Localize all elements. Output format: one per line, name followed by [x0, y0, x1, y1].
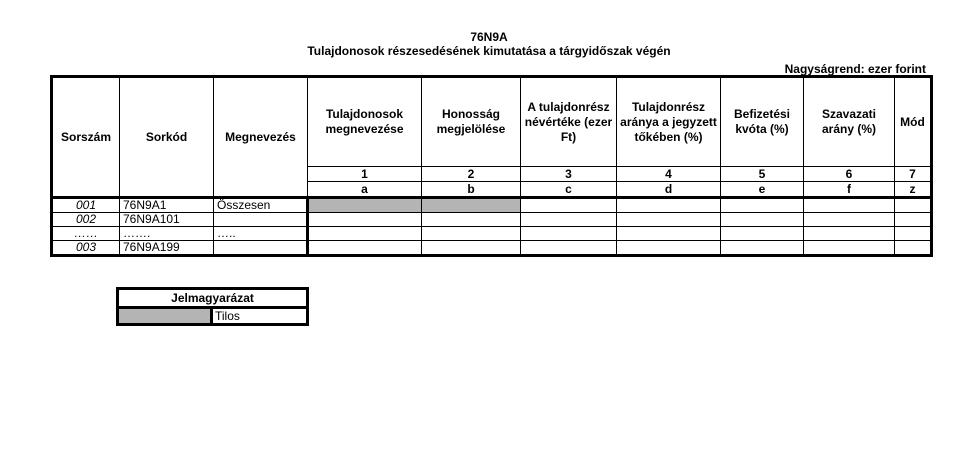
header-col-6: Szavazati arány (%): [804, 77, 895, 167]
row-index: 002: [52, 213, 120, 227]
legend-title: Jelmagyarázat: [118, 289, 308, 308]
table-row: [52, 198, 932, 213]
data-cell[interactable]: [521, 227, 617, 241]
data-cell[interactable]: [422, 213, 521, 227]
table-row: [52, 227, 932, 241]
row-name: Összesen: [214, 198, 308, 213]
data-cell[interactable]: [617, 213, 721, 227]
data-cell[interactable]: [895, 227, 932, 241]
row-code: …….: [120, 227, 214, 241]
data-cell[interactable]: [521, 241, 617, 256]
data-cell[interactable]: [895, 198, 932, 213]
legend-label: Tilos: [212, 308, 308, 325]
header-col-7: Mód: [895, 77, 932, 167]
col-letter-c: c: [521, 182, 617, 198]
form-code: 76N9A: [470, 30, 508, 44]
row-index: ……: [52, 227, 120, 241]
data-cell[interactable]: [521, 213, 617, 227]
data-cell[interactable]: [895, 241, 932, 256]
ownership-table: [50, 75, 933, 257]
header-col-2: Honosság megjelölése: [422, 77, 521, 167]
row-index: 001: [52, 198, 120, 213]
row-code: 76N9A1: [120, 198, 214, 213]
col-number-1: 1: [308, 167, 422, 182]
data-cell[interactable]: [617, 227, 721, 241]
col-letter-z: z: [895, 182, 932, 198]
data-cell[interactable]: [422, 241, 521, 256]
cell-forbidden: [422, 198, 521, 213]
row-code: 76N9A101: [120, 213, 214, 227]
data-cell[interactable]: [804, 213, 895, 227]
data-cell[interactable]: [617, 198, 721, 213]
col-letter-d: d: [617, 182, 721, 198]
legend-table: [116, 287, 309, 326]
data-cell[interactable]: [895, 213, 932, 227]
header-col-5: Befizetési kvóta (%): [721, 77, 804, 167]
data-cell[interactable]: [721, 241, 804, 256]
data-cell[interactable]: [721, 198, 804, 213]
col-letter-b: b: [422, 182, 521, 198]
header-sorszam: Sorszám: [52, 77, 120, 198]
header-megnevezes: Megnevezés: [214, 77, 308, 198]
data-cell[interactable]: [721, 227, 804, 241]
table-row: [52, 241, 932, 256]
data-cell[interactable]: [308, 227, 422, 241]
col-number-3: 3: [521, 167, 617, 182]
data-cell[interactable]: [521, 198, 617, 213]
cell-forbidden: [308, 198, 422, 213]
col-number-4: 4: [617, 167, 721, 182]
col-number-2: 2: [422, 167, 521, 182]
data-cell[interactable]: [721, 213, 804, 227]
legend-swatch-gray: [118, 308, 212, 325]
page-title: Tulajdonosok részesedésének kimutatása a tárgyidőszak végén: [307, 44, 671, 58]
header-col-1: Tulajdonosok megnevezése: [308, 77, 422, 167]
data-cell[interactable]: [308, 213, 422, 227]
col-number-5: 5: [721, 167, 804, 182]
row-index: 003: [52, 241, 120, 256]
data-cell[interactable]: [422, 227, 521, 241]
header-sorkod: Sorkód: [120, 77, 214, 198]
col-letter-a: a: [308, 182, 422, 198]
data-cell[interactable]: [617, 241, 721, 256]
col-number-7: 7: [895, 167, 932, 182]
col-letter-f: f: [804, 182, 895, 198]
data-cell[interactable]: [804, 241, 895, 256]
data-cell[interactable]: [308, 241, 422, 256]
magnitude-note: Nagyságrend: ezer forint: [784, 62, 926, 76]
col-letter-e: e: [721, 182, 804, 198]
data-cell[interactable]: [804, 227, 895, 241]
col-number-6: 6: [804, 167, 895, 182]
table-row: [52, 213, 932, 227]
row-name: …..: [214, 227, 308, 241]
row-name: [214, 241, 308, 256]
header-col-3: A tulajdonrész névértéke (ezer Ft): [521, 77, 617, 167]
row-code: 76N9A199: [120, 241, 214, 256]
data-cell[interactable]: [804, 198, 895, 213]
row-name: [214, 213, 308, 227]
header-col-4: Tulajdonrész aránya a jegyzett tőkében (%): [617, 77, 721, 167]
